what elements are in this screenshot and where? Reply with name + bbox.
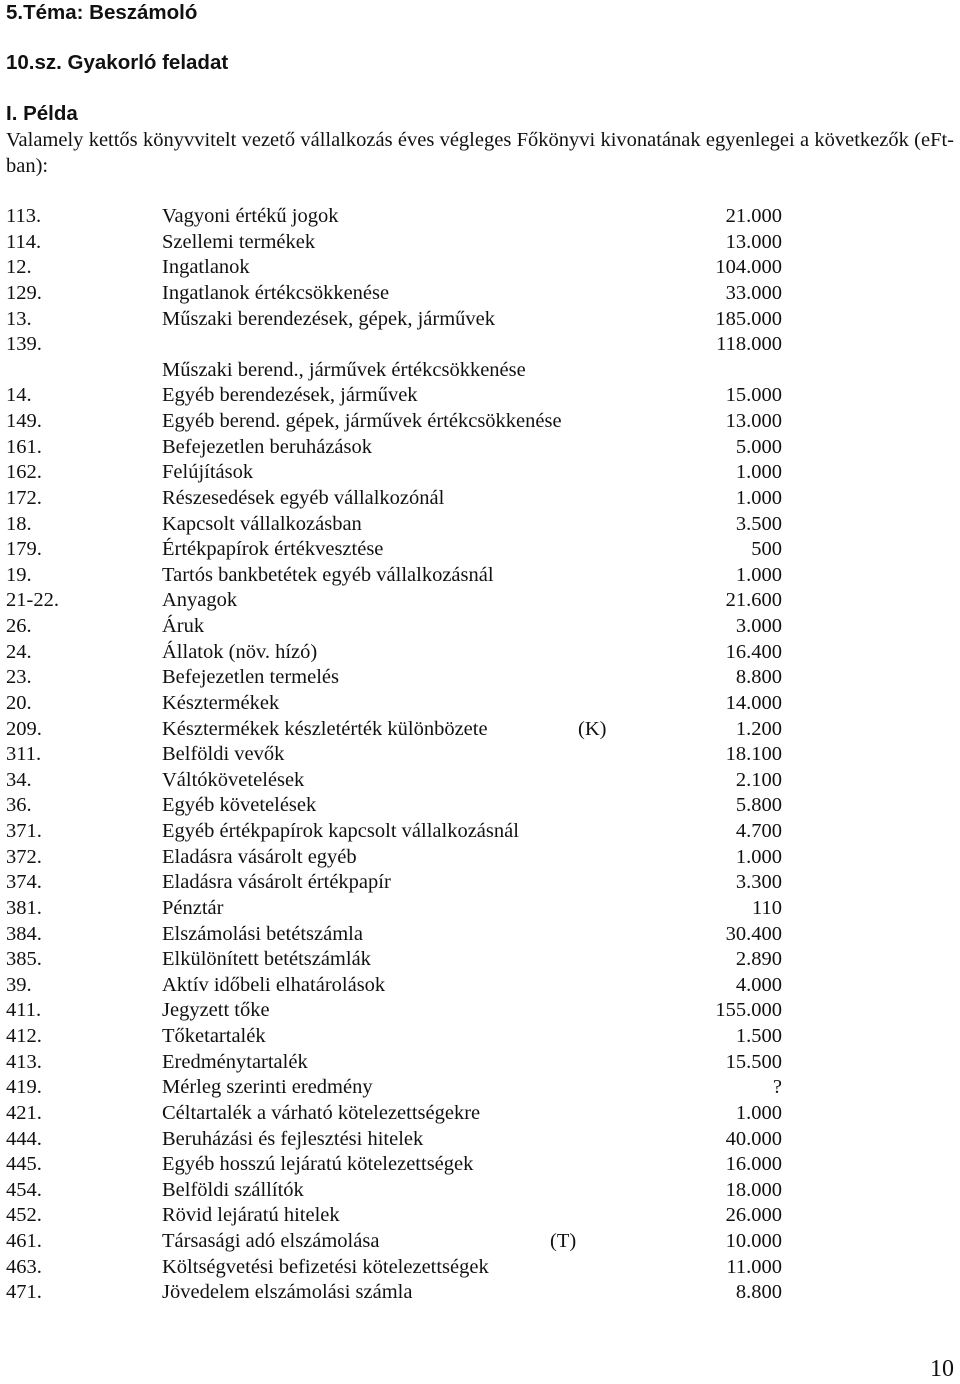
account-amount: 1.200 [735,717,782,740]
account-name: Befejezetlen termelés [162,666,339,689]
account-code: 18. [6,512,32,535]
account-code: 412. [6,1025,42,1047]
account-row [6,767,806,793]
account-row [6,1100,806,1126]
account-row [6,895,806,921]
account-amount: 15.500 [725,1050,782,1073]
account-row [6,434,806,460]
account-row [6,459,806,485]
account-code: 372. [6,845,42,868]
account-row [6,229,806,255]
account-name: Egyéb követelések [162,794,317,817]
exercise-heading: 10.sz. Gyakorló feladat [6,51,229,74]
account-amount: 110 [752,896,782,919]
account-code: 149. [6,410,42,432]
account-amount: 33.000 [725,281,782,304]
account-name: Értékpapírok értékvesztése [162,538,384,561]
account-name: Beruházási és fejlesztési hitelek [162,1127,424,1150]
account-amount: ? [772,1076,782,1099]
account-amount: 18.000 [725,1178,782,1201]
account-code: 19. [6,563,32,586]
account-code: 113. [6,205,42,227]
topic-heading: 5.Téma: Beszámoló [6,1,198,24]
account-name: Vagyoni értékű jogok [162,205,339,227]
account-name: Szellemi termékek [162,230,316,253]
account-code: 209. [6,717,42,740]
account-amount: 2.100 [735,768,782,791]
account-name: Mérleg szerinti eredmény [162,1076,373,1099]
account-name: Eladásra vásárolt értékpapír [162,871,391,894]
account-code: 39. [6,973,32,996]
account-row [6,1202,806,1228]
account-amount: 185.000 [715,307,782,330]
account-amount: 8.800 [735,1281,782,1304]
account-code: 374. [6,871,42,894]
account-amount: 14.000 [725,691,782,714]
account-name: Belföldi vevők [162,743,285,766]
account-row [6,331,806,357]
account-row [6,1254,806,1280]
account-name: Elszámolási betétszámla [162,922,363,945]
account-amount: 13.000 [725,410,782,432]
account-name: Céltartalék a várható kötelezettségekre [162,1101,481,1124]
account-code: 454. [6,1178,42,1201]
account-amount: 1.000 [735,461,782,484]
account-code: 444. [6,1127,42,1150]
account-name: Tartós bankbetétek egyéb vállalkozásnál [162,563,494,586]
account-mark: (T) [550,1230,577,1252]
page-number: 10 [930,1356,954,1382]
account-name: Kapcsolt vállalkozásban [162,512,362,535]
account-amount: 21.600 [725,589,782,612]
account-amount: 3.000 [735,615,782,637]
account-amount: 8.800 [735,666,782,689]
account-row [6,946,806,972]
account-amount: 40.000 [725,1127,782,1150]
account-code: 445. [6,1153,42,1176]
account-row [6,408,806,434]
account-row [6,357,806,383]
account-row [6,1023,806,1049]
account-amount: 16.000 [725,1153,782,1176]
account-row [6,921,806,947]
account-row [6,254,806,280]
account-row [6,664,806,690]
account-name: Felújítások [162,461,254,484]
account-name: Eladásra vásárolt egyéb [162,845,357,868]
account-name: Társasági adó elszámolása [162,1230,380,1252]
account-code: 26. [6,615,32,637]
account-row [6,690,806,716]
account-row [6,1151,806,1177]
account-name: Részesedések egyéb vállalkozónál [162,486,445,509]
account-code: 12. [6,256,32,279]
account-name: Egyéb berend. gépek, járművek értékcsökkenése [162,410,562,432]
account-amount: 4.700 [735,820,782,842]
account-name: Ingatlanok értékcsökkenése [162,281,390,304]
account-row [6,1177,806,1203]
account-amount: 5.800 [735,794,782,817]
account-row [6,511,806,537]
intro-paragraph: Valamely kettős könyvvitelt vezető vállalkozás éves végleges Főkönyvi kivonatának egyenlegei a következők (eFt-ban): [6,129,954,177]
account-row [6,972,806,998]
account-code: 471. [6,1281,42,1304]
account-code: 421. [6,1101,42,1124]
account-amount: 4.000 [735,973,782,996]
account-amount: 1.000 [735,1101,782,1124]
account-code: 385. [6,948,42,971]
account-amount: 118.000 [716,333,782,356]
account-code: 36. [6,794,32,817]
account-row [6,639,806,665]
account-amount: 18.100 [725,743,782,766]
account-amount: 11.000 [726,1255,782,1278]
account-name: Pénztár [162,896,224,919]
account-row [6,536,806,562]
account-amount: 5.000 [735,435,782,458]
account-name: Késztermékek [162,691,280,714]
account-row [6,818,806,844]
account-code: 114. [6,230,42,253]
account-name: Jövedelem elszámolási számla [162,1281,413,1304]
account-amount: 1.500 [735,1025,782,1047]
account-amount: 13.000 [725,230,782,253]
account-name: Késztermékek készletérték különbözete [162,717,488,740]
account-row [6,1049,806,1075]
account-name: Egyéb hosszú lejáratú kötelezettségek [162,1153,474,1176]
account-row [6,562,806,588]
account-name: Egyéb értékpapírok kapcsolt vállalkozásnál [162,820,519,842]
trial-balance-list [6,203,806,1305]
account-row [6,203,806,229]
account-name: Áruk [162,615,205,637]
account-row [6,280,806,306]
account-amount: 3.300 [735,871,782,894]
account-mark: (K) [578,717,607,740]
account-row [6,485,806,511]
account-row [6,741,806,767]
account-row [6,587,806,613]
account-row [6,1228,806,1254]
account-name: Tőketartalék [162,1025,266,1047]
account-name: Költségvetési befizetési kötelezettségek [162,1255,489,1278]
account-code: 162. [6,461,42,484]
account-amount: 2.890 [735,948,782,971]
account-code: 23. [6,666,32,689]
account-code: 139. [6,333,42,356]
account-amount: 104.000 [715,256,782,279]
account-row [6,382,806,408]
account-name: Váltókövetelések [162,768,305,791]
account-name: Ingatlanok [162,256,250,279]
example-heading: I. Példa [6,102,78,125]
account-amount: 10.000 [725,1230,782,1252]
account-code: 452. [6,1204,42,1227]
account-code: 161. [6,435,42,458]
account-code: 24. [6,640,32,663]
account-row [6,792,806,818]
account-row [6,613,806,639]
account-code: 14. [6,384,32,407]
account-code: 461. [6,1230,42,1252]
account-amount: 30.400 [725,922,782,945]
account-code: 381. [6,896,42,919]
account-name: Befejezetlen beruházások [162,435,373,458]
account-row [6,716,806,742]
account-name: Egyéb berendezések, járművek [162,384,418,407]
account-row [6,306,806,332]
account-code: 129. [6,281,42,304]
account-row [6,1074,806,1100]
account-row [6,1126,806,1152]
account-code: 413. [6,1050,42,1073]
account-code: 21-22. [6,589,59,612]
account-code: 419. [6,1076,42,1099]
account-amount: 1.000 [735,845,782,868]
account-amount: 26.000 [725,1204,782,1227]
account-name: Belföldi szállítók [162,1178,304,1201]
account-row [6,997,806,1023]
account-amount: 15.000 [725,384,782,407]
account-name: Aktív időbeli elhatárolások [162,973,386,996]
account-name: Műszaki berendezések, gépek, járművek [162,307,495,330]
account-amount: 500 [751,538,782,561]
account-code: 311. [6,743,42,766]
account-amount: 1.000 [735,486,782,509]
account-code: 384. [6,922,42,945]
account-code: 13. [6,307,32,330]
account-name: Anyagok [162,589,238,612]
account-row [6,844,806,870]
account-code: 411. [6,999,42,1022]
account-name: Jegyzett tőke [162,999,270,1022]
account-amount: 3.500 [735,512,782,535]
account-amount: 21.000 [725,205,782,227]
account-code: 371. [6,820,42,842]
account-amount: 16.400 [725,640,782,663]
account-name: Rövid lejáratú hitelek [162,1204,340,1227]
account-amount: 155.000 [715,999,782,1022]
account-name: Eredménytartalék [162,1050,308,1073]
account-code: 20. [6,691,32,714]
account-code: 179. [6,538,42,561]
account-name: Állatok (növ. hízó) [162,640,318,663]
account-code: 463. [6,1255,42,1278]
account-row [6,869,806,895]
account-code: 172. [6,486,42,509]
account-name: Elkülönített betétszámlák [162,948,371,971]
account-amount: 1.000 [735,563,782,586]
account-code: 34. [6,768,32,791]
account-name: Műszaki berend., járművek értékcsökkenése [162,358,526,381]
account-row [6,1279,806,1305]
